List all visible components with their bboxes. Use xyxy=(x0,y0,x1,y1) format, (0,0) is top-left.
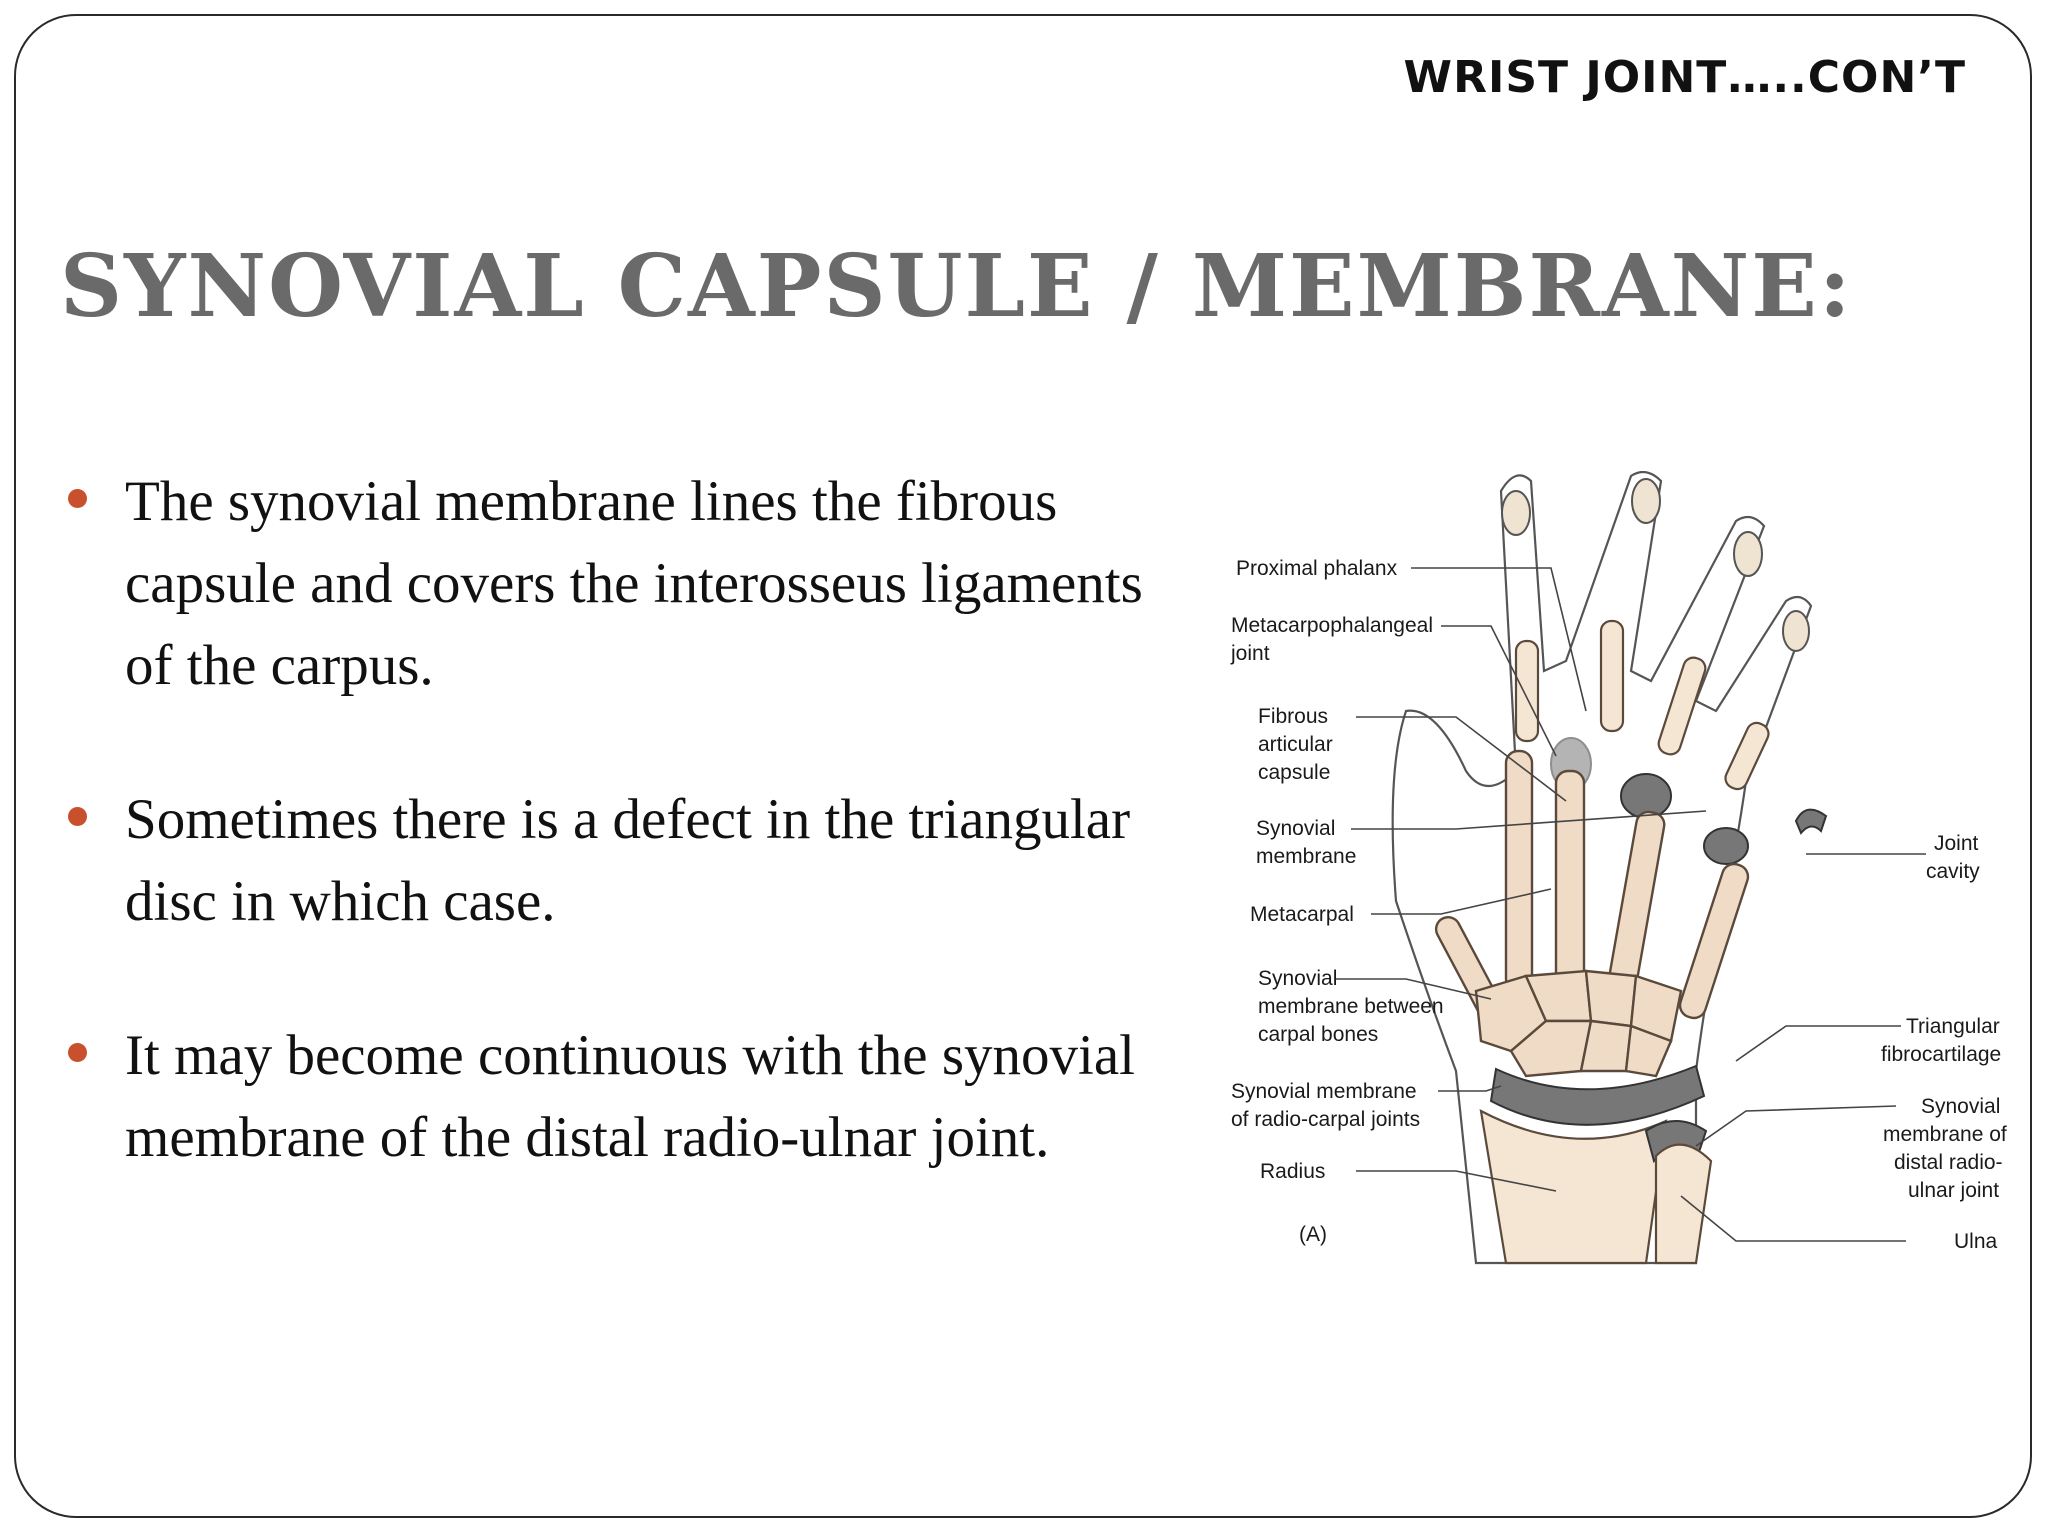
bullet-dot-icon xyxy=(68,1043,87,1062)
label-synovial-membrane: membrane xyxy=(1256,845,1357,868)
label-metacarpal: Metacarpal xyxy=(1250,903,1354,926)
label-mcp-joint: joint xyxy=(1231,642,1270,665)
label-druj-membrane: membrane of xyxy=(1883,1123,2007,1146)
label-proximal-phalanx: Proximal phalanx xyxy=(1236,557,1398,580)
nail-middle xyxy=(1632,479,1660,523)
bullet-list xyxy=(68,461,1168,1251)
label-figure-caption: (A) xyxy=(1299,1223,1327,1246)
bullet-text: Sometimes there is a defect in the triangular disc in which case. xyxy=(125,788,1131,933)
label-fibrous-capsule: capsule xyxy=(1258,761,1331,784)
label-triangular: fibrocartilage xyxy=(1881,1043,2002,1066)
phalanx-middle xyxy=(1601,621,1623,731)
phalanx-index xyxy=(1516,641,1538,741)
leader-ulna xyxy=(1681,1196,1906,1241)
label-radiocarpal-membrane: of radio-carpal joints xyxy=(1231,1108,1421,1131)
hand-illustration xyxy=(1226,471,2032,1271)
label-radius: Radius xyxy=(1260,1160,1326,1183)
label-joint-cavity: Joint xyxy=(1934,832,1979,855)
label-fibrous-capsule: Fibrous xyxy=(1258,705,1329,728)
bullet-text: The synovial membrane lines the fibrous capsule and covers the interosseus ligaments of the carpus. xyxy=(125,470,1143,697)
bullet-item xyxy=(68,779,1168,943)
nail-ring xyxy=(1734,532,1762,576)
label-radiocarpal-membrane: Synovial membrane xyxy=(1231,1080,1417,1103)
metacarpal-middle xyxy=(1556,771,1584,1001)
label-druj-membrane: distal radio- xyxy=(1894,1151,2003,1174)
label-carpal-membrane: membrane between xyxy=(1258,995,1444,1018)
nail-little xyxy=(1783,611,1809,651)
slide-title: SYNOVIAL CAPSULE / MEMBRANE: xyxy=(60,236,1853,337)
label-ulna: Ulna xyxy=(1954,1230,1998,1253)
label-synovial-membrane: Synovial xyxy=(1256,817,1336,840)
label-carpal-membrane: Synovial xyxy=(1258,967,1338,990)
leader-druj xyxy=(1696,1106,1896,1146)
ulna-bone xyxy=(1656,1145,1711,1263)
carpal-bone xyxy=(1581,1021,1631,1071)
label-mcp-joint: Metacarpophalangeal xyxy=(1231,614,1433,637)
bullet-item xyxy=(68,1015,1168,1179)
slide-header: WRIST JOINT…..CON’T xyxy=(1403,52,1966,103)
label-druj-membrane: Synovial xyxy=(1921,1095,2001,1118)
label-joint-cavity: cavity xyxy=(1926,860,1980,883)
label-triangular: Triangular xyxy=(1906,1015,2000,1038)
metacarpal-index xyxy=(1506,751,1532,991)
bullet-dot-icon xyxy=(68,807,87,826)
bullet-text: It may become continuous with the synovial membrane of the distal radio-ulnar joint. xyxy=(125,1024,1135,1169)
nail-index xyxy=(1502,491,1530,535)
bullet-dot-icon xyxy=(68,489,87,508)
carpal-bone xyxy=(1586,971,1636,1026)
label-druj-membrane: ulnar joint xyxy=(1908,1179,2000,1202)
bullet-item xyxy=(68,461,1168,707)
wrist-joint-diagram xyxy=(1226,471,2032,1271)
mcp-capsule-little xyxy=(1704,828,1748,864)
slide xyxy=(14,14,2032,1518)
label-carpal-membrane: carpal bones xyxy=(1258,1023,1379,1046)
joint-cavity-mark xyxy=(1796,810,1826,833)
label-fibrous-capsule: articular xyxy=(1258,733,1333,756)
leader-triangular xyxy=(1736,1026,1901,1061)
